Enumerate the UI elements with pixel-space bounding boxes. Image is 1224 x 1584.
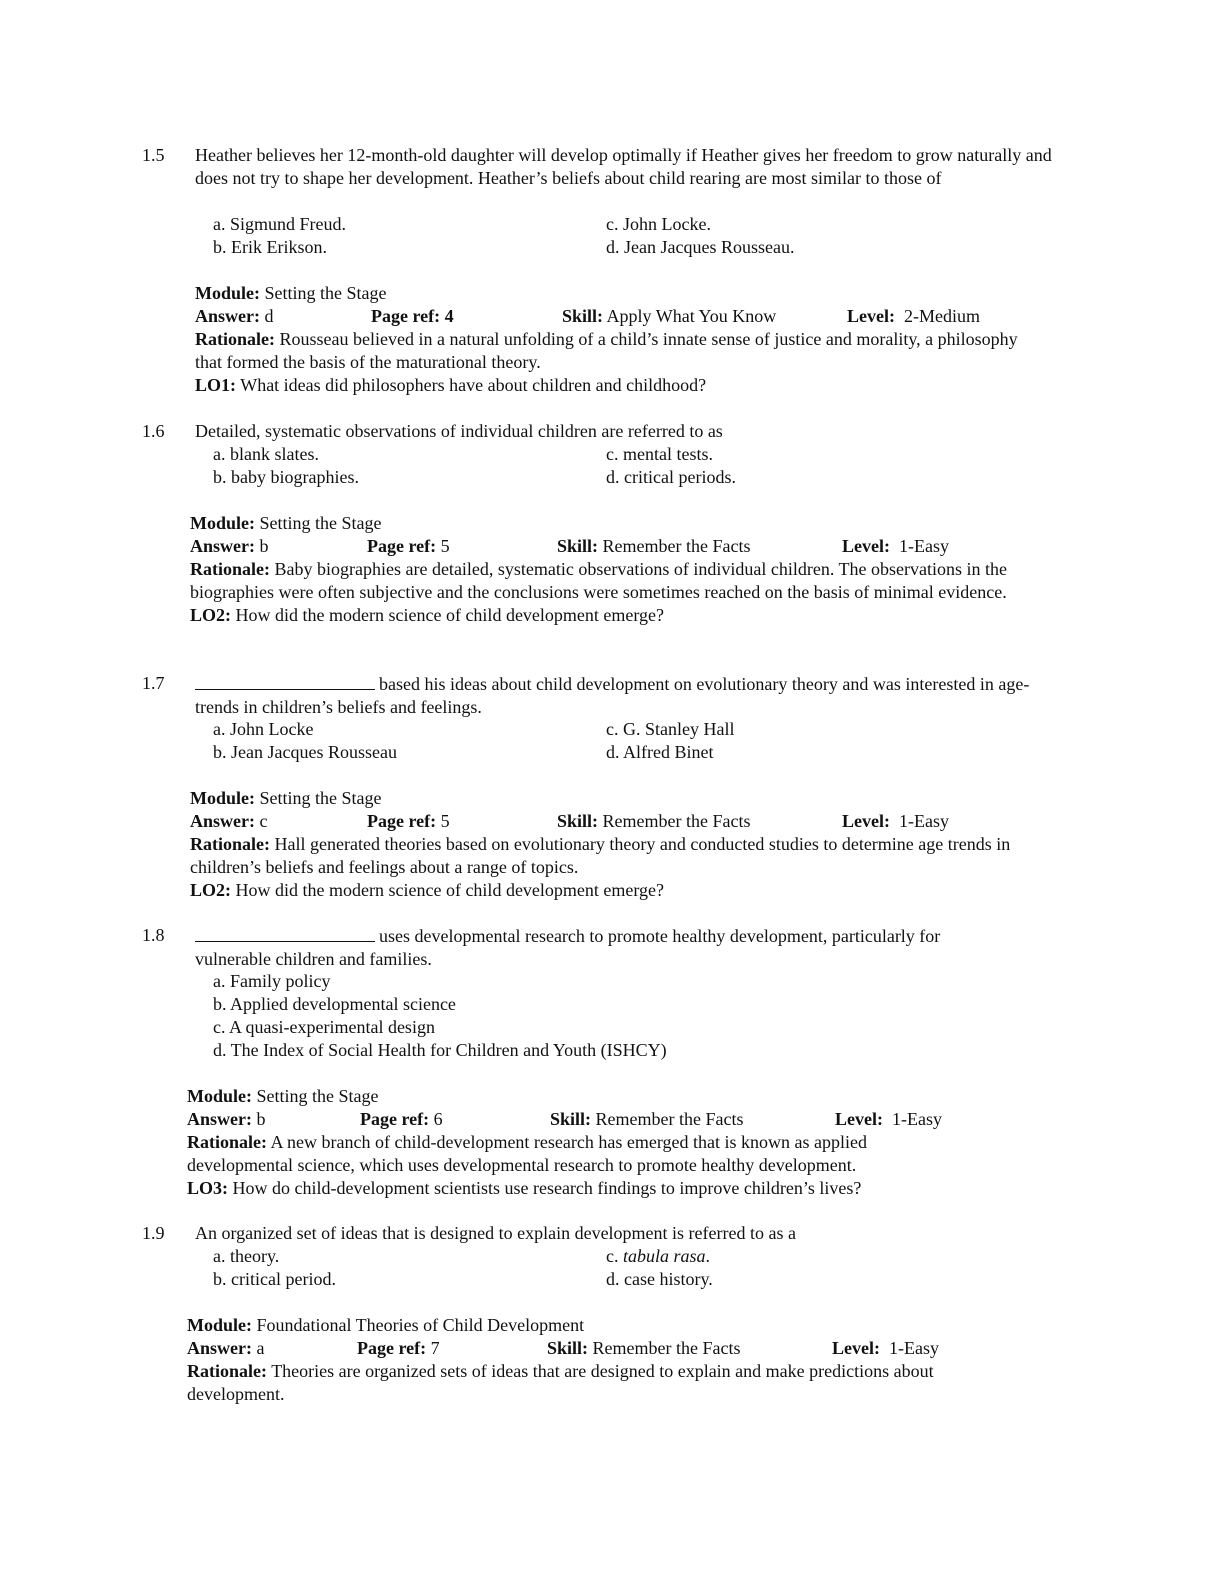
option-d: d. case history.	[606, 1269, 713, 1289]
skill-value: Remember the Facts	[592, 1338, 741, 1358]
skill-value: Remember the Facts	[595, 1109, 744, 1129]
option-b: b. critical period.	[213, 1269, 336, 1289]
option-d: d. critical periods.	[606, 467, 736, 487]
answer-value: b	[259, 536, 269, 556]
answer-value: c	[259, 811, 268, 831]
options	[213, 443, 993, 489]
page-ref-value: 5	[440, 536, 450, 556]
question-number: 1.8	[142, 925, 165, 945]
rationale-text: Hall generated theories based on evolutionary theory and conducted studies to determine age trends in children’s beliefs and feelings about a range of topics.	[190, 834, 1011, 877]
skill-value: Remember the Facts	[602, 811, 751, 831]
option-c: c. mental tests.	[606, 444, 713, 464]
question-number: 1.6	[142, 421, 165, 441]
page-ref-value: 4	[444, 306, 454, 326]
level-value: 1-Easy	[898, 536, 949, 556]
option-b: b. baby biographies.	[213, 467, 359, 487]
answer-metadata: Module: Setting the Stage Answer: b Page ref: 6 Skill: Remember the Facts Level: 1-Easy Rationale: A new branch of child-development research has emerged that is known as applied developmental science, which uses developmental research to promote healthy development. LO3: How do child-development scientists use research findings to improve children’s lives?	[187, 1086, 942, 1198]
question-stem: uses developmental research to promote healthy development, particularly for vulnerable children and families.	[195, 926, 941, 969]
module-value: Foundational Theories of Child Development	[256, 1315, 585, 1335]
lo-label: LO2:	[190, 605, 232, 625]
rationale-text: A new branch of child-development research has emerged that is known as applied developmental science, which uses developmental research to promote healthy development.	[187, 1132, 867, 1175]
option-a: a. theory.	[213, 1246, 280, 1266]
module-value: Setting the Stage	[256, 1086, 379, 1106]
answer-metadata: Module: Foundational Theories of Child Development Answer: a Page ref: 7 Skill: Remember the Facts Level: 1-Easy Rationale: Theories are organized sets of ideas that are designed to explain and make predictions about development.	[187, 1315, 939, 1404]
answer-metadata: Module: Setting the Stage Answer: c Page ref: 5 Skill: Remember the Facts Level: 1-Easy Rationale: Hall generated theories based on evolutionary theory and conducted studies to determine age trends in children’s beliefs and feelings about a range of topics. LO2: How did the modern science of child development emerge?	[190, 788, 1011, 900]
options	[213, 970, 993, 1062]
module-value: Setting the Stage	[259, 513, 382, 533]
option-a: a. Sigmund Freud.	[213, 214, 346, 234]
question-number: 1.9	[142, 1223, 165, 1243]
option-b: b. Jean Jacques Rousseau	[213, 742, 397, 762]
lo-text: How do child-development scientists use research findings to improve children’s lives?	[232, 1178, 862, 1198]
question-stem: Heather believes her 12-month-old daughter will develop optimally if Heather gives her freedom to grow naturally and does not try to shape her development. Heather’s beliefs about child rearing are most similar to those of	[195, 145, 1052, 188]
option-a: a. blank slates.	[213, 444, 319, 464]
question-stem: based his ideas about child development on evolutionary theory and was interested in age-trends in children’s beliefs and feelings.	[195, 674, 1030, 717]
option-b: b. Erik Erikson.	[213, 237, 327, 257]
answer-value: d	[264, 306, 274, 326]
option-c: c. John Locke.	[606, 214, 711, 234]
options	[213, 213, 993, 259]
lo-label: LO3:	[187, 1178, 229, 1198]
module-value: Setting the Stage	[259, 788, 382, 808]
lo-label: LO1:	[195, 375, 237, 395]
question-number: 1.7	[142, 673, 165, 693]
page-ref-value: 5	[440, 811, 450, 831]
lo-label: LO2:	[190, 880, 232, 900]
level-value: 2-Medium	[903, 306, 980, 326]
option-d: d. Alfred Binet	[606, 742, 714, 762]
rationale-text: Baby biographies are detailed, systematic observations of individual children. The observations in the biographies were often subjective and the conclusions were sometimes reached on the basis of minimal evidence.	[190, 559, 1007, 602]
option-c-italic: tabula rasa	[623, 1246, 706, 1266]
option-c: c. A quasi-experimental design	[213, 1017, 435, 1037]
level-value: 1-Easy	[891, 1109, 942, 1129]
rationale-text: Theories are organized sets of ideas that are designed to explain and make predictions about development.	[187, 1361, 934, 1404]
question-stem: An organized set of ideas that is designed to explain development is referred to as a	[195, 1223, 796, 1243]
option-d: d. The Index of Social Health for Children and Youth (ISHCY)	[213, 1040, 667, 1060]
level-value: 1-Easy	[898, 811, 949, 831]
option-d: d. Jean Jacques Rousseau.	[606, 237, 795, 257]
option-b: b. Applied developmental science	[213, 994, 456, 1014]
option-a: a. John Locke	[213, 719, 314, 739]
option-c: c. G. Stanley Hall	[606, 719, 735, 739]
lo-text: How did the modern science of child development emerge?	[235, 880, 665, 900]
skill-value: Apply What You Know	[606, 306, 777, 326]
level-value: 1-Easy	[888, 1338, 939, 1358]
answer-value: b	[256, 1109, 266, 1129]
lo-text: What ideas did philosophers have about children and childhood?	[240, 375, 707, 395]
module-value: Setting the Stage	[264, 283, 387, 303]
question-number: 1.5	[142, 145, 165, 165]
options	[213, 1245, 993, 1291]
fill-in-blank	[195, 672, 375, 690]
option-c: c. tabula rasa.	[606, 1246, 711, 1266]
fill-in-blank	[195, 924, 375, 942]
answer-metadata: Module: Setting the Stage Answer: d Page ref: 4 Skill: Apply What You Know Level: 2-Medium Rationale: Rousseau believed in a natural unfolding of a child’s innate sense of justice and morality, a philosophy that formed the basis of the maturational theory. LO1: What ideas did philosophers have about children and childhood?	[195, 283, 1018, 395]
question-stem: Detailed, systematic observations of individual children are referred to as	[195, 421, 723, 441]
options	[213, 718, 993, 764]
answer-metadata: Module: Setting the Stage Answer: b Page ref: 5 Skill: Remember the Facts Level: 1-Easy Rationale: Baby biographies are detailed, systematic observations of individual children. The observations in the biographies were often subjective and the conclusions were sometimes reached on the basis of minimal evidence. LO2: How did the modern science of child development emerge?	[190, 513, 1007, 625]
rationale-text: Rousseau believed in a natural unfolding of a child’s innate sense of justice and morality, a philosophy that formed the basis of the maturational theory.	[195, 329, 1018, 372]
option-a: a. Family policy	[213, 971, 331, 991]
lo-text: How did the modern science of child development emerge?	[235, 605, 665, 625]
page-ref-value: 7	[430, 1338, 440, 1358]
answer-value: a	[256, 1338, 265, 1358]
skill-value: Remember the Facts	[602, 536, 751, 556]
page-ref-value: 6	[433, 1109, 443, 1129]
